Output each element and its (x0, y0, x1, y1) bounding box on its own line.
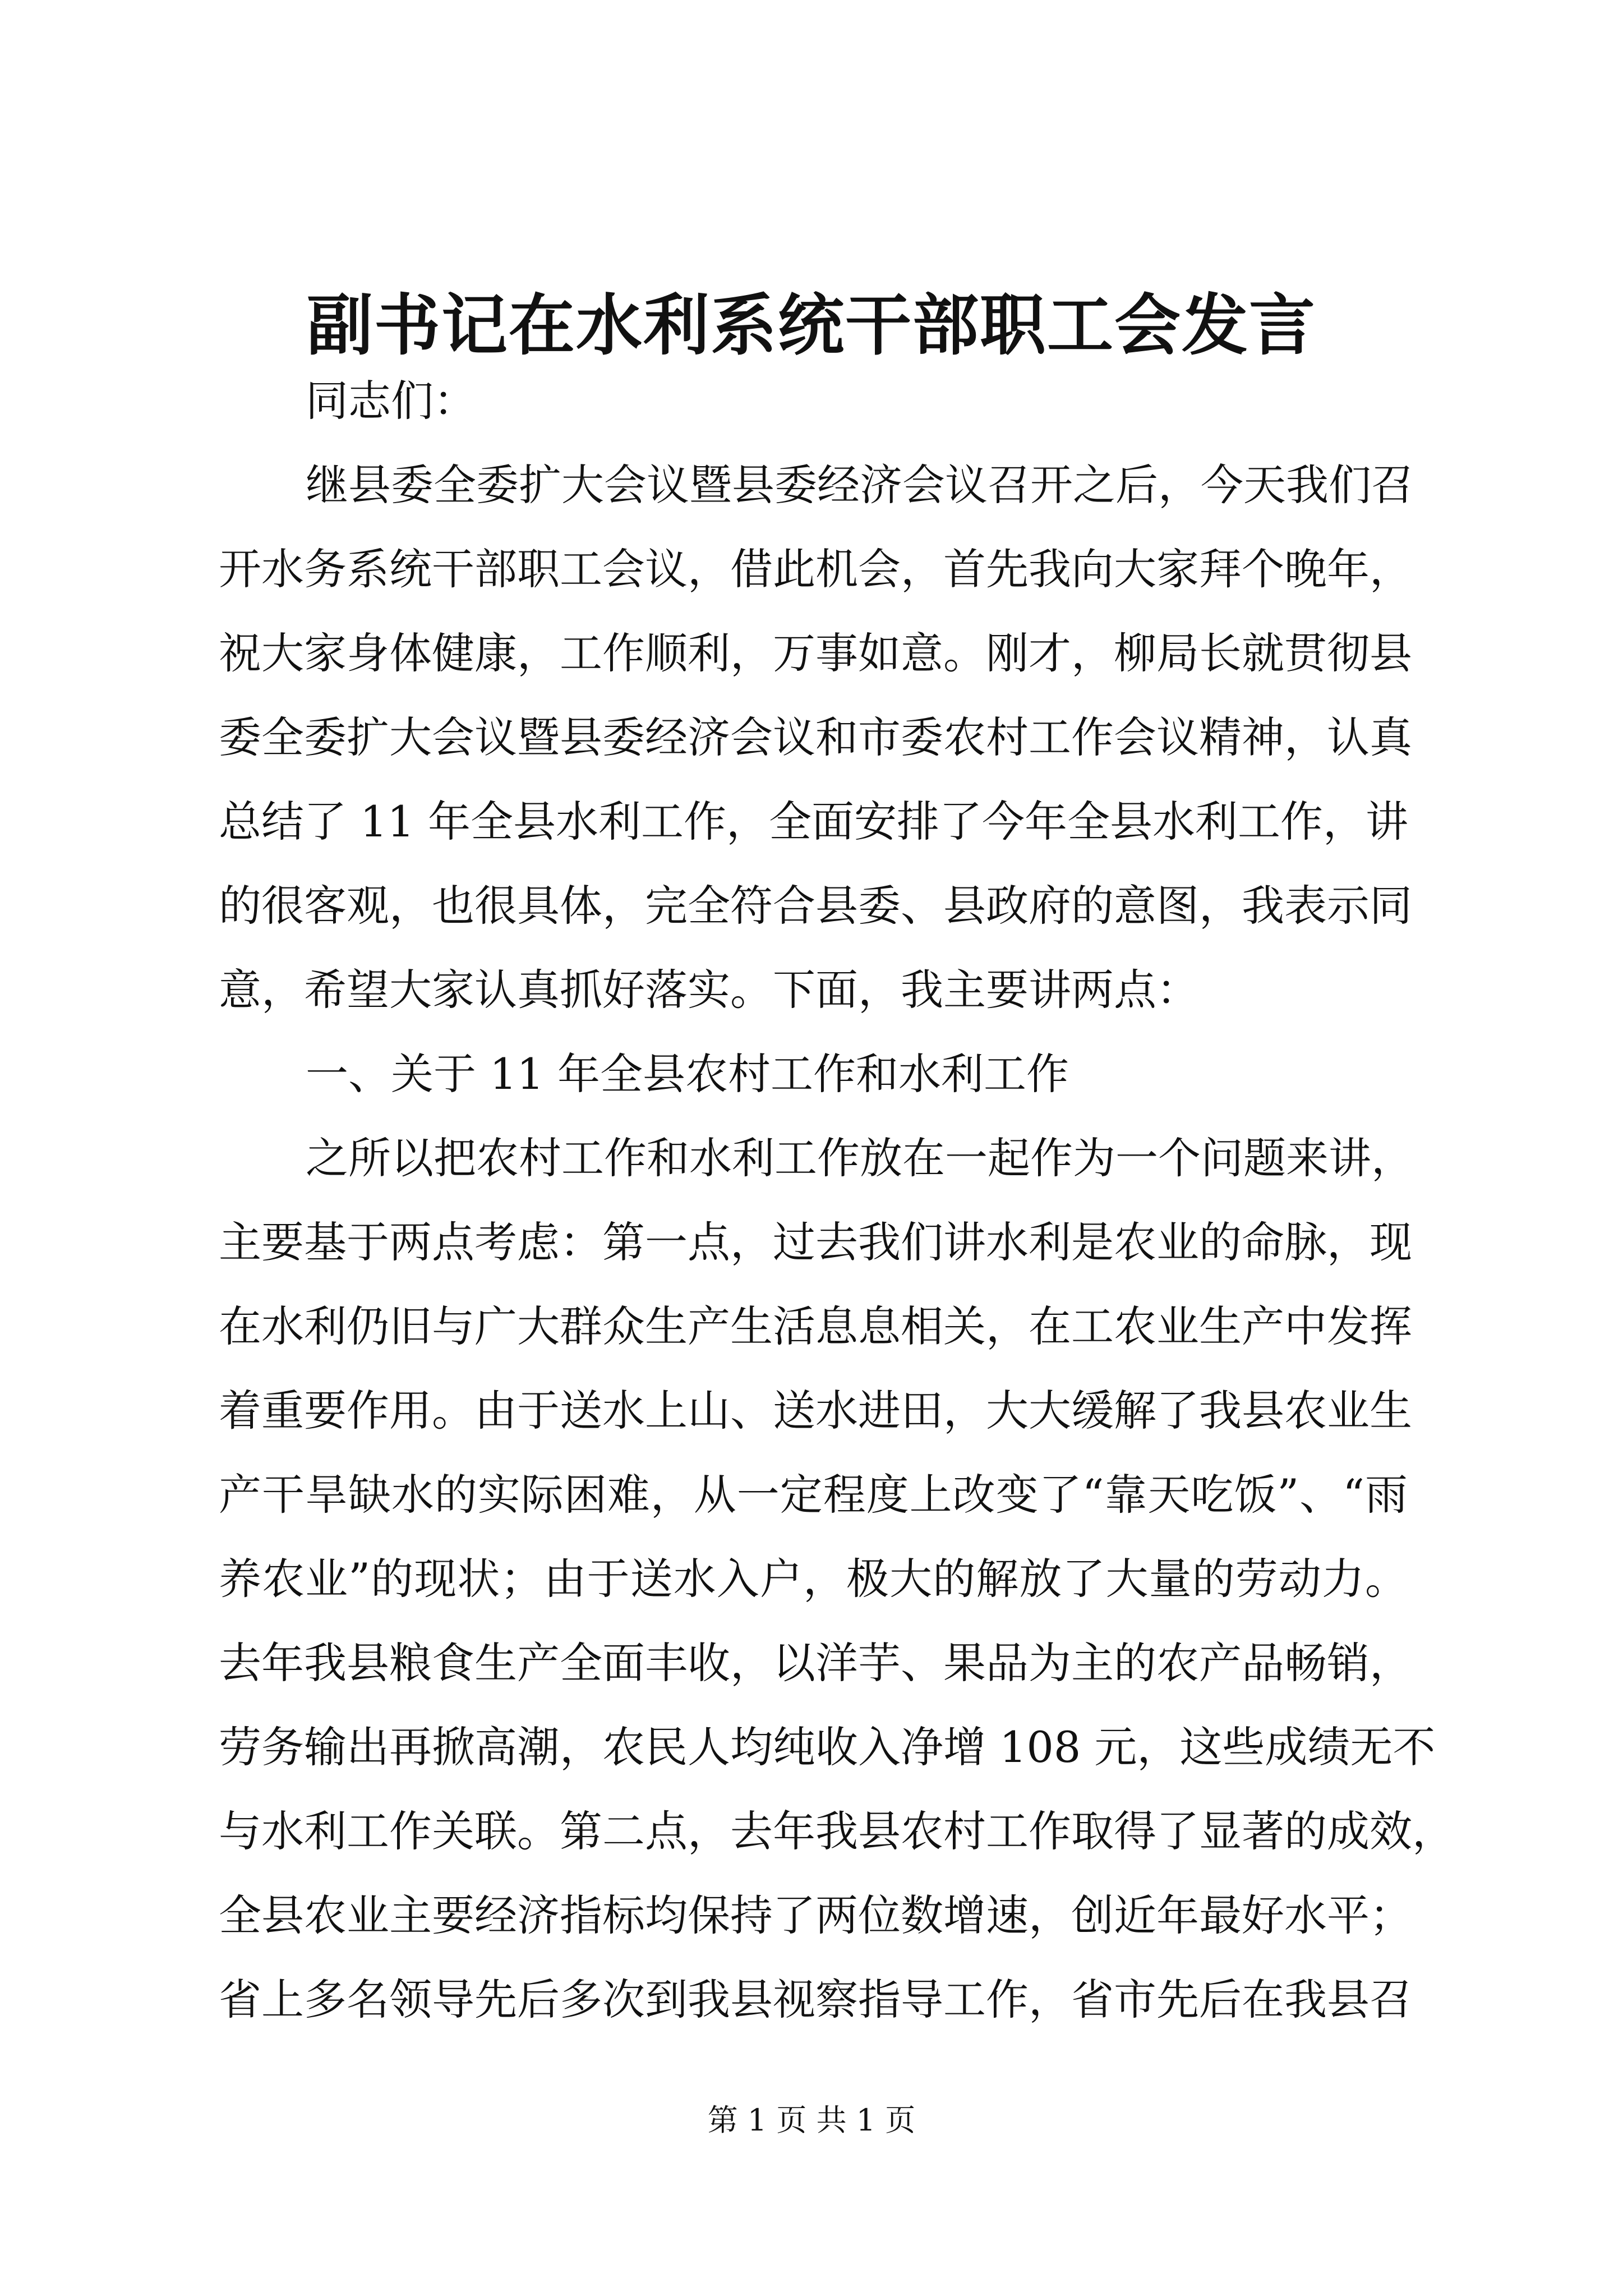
body-line: 产干旱缺水的实际困难，从一定程度上改变了“靠天吃饭”、“雨 (219, 1470, 1408, 1520)
body-line: 一、关于 11 年全县农村工作和水利工作 (306, 1049, 1069, 1099)
body-line: 与水利工作关联。第二点，去年我县农村工作取得了显著的成效， (219, 1806, 1455, 1856)
document-body (219, 359, 1455, 2042)
body-line: 祝大家身体健康，工作顺利，万事如意。刚才，柳局长就贯彻县 (219, 628, 1412, 678)
document-title: 副书记在水利系统干部职工会发言 (306, 286, 1316, 364)
body-line: 的很客观，也很具体，完全符合县委、县政府的意图，我表示同 (219, 881, 1412, 931)
body-line: 之所以把农村工作和水利工作放在一起作为一个问题来讲， (306, 1133, 1414, 1183)
body-line: 在水利仍旧与广大群众生产生活息息相关，在工农业生产中发挥 (219, 1301, 1412, 1351)
body-line: 养农业”的现状；由于送水入户，极大的解放了大量的劳动力。 (219, 1554, 1408, 1604)
body-line: 省上多名领导先后多次到我县视察指导工作，省市先后在我县召 (219, 1975, 1412, 2024)
body-line: 总结了 11 年全县水利工作，全面安排了今年全县水利工作，讲 (219, 797, 1409, 846)
body-line: 同志们： (306, 376, 476, 426)
body-line: 委全委扩大会议暨县委经济会议和市委农村工作会议精神，认真 (219, 712, 1412, 762)
body-line: 意，希望大家认真抓好落实。下面，我主要讲两点： (219, 965, 1199, 1015)
body-line: 劳务输出再掀高潮，农民人均纯收入净增 108 元，这些成绩无不 (219, 1722, 1436, 1772)
body-line: 开水务系统干部职工会议，借此机会，首先我向大家拜个晚年， (219, 544, 1412, 594)
body-line: 全县农业主要经济指标均保持了两位数增速，创近年最好水平； (219, 1890, 1412, 1940)
body-line: 去年我县粮食生产全面丰收，以洋芋、果品为主的农产品畅销， (219, 1638, 1412, 1688)
page-footer: 第 1 页 共 1 页 (707, 2102, 916, 2138)
body-line: 继县委全委扩大会议暨县委经济会议召开之后，今天我们召 (306, 460, 1414, 510)
body-line: 着重要作用。由于送水上山、送水进田，大大缓解了我县农业生 (219, 1386, 1412, 1435)
body-line: 主要基于两点考虑：第一点，过去我们讲水利是农业的命脉，现 (219, 1217, 1412, 1267)
